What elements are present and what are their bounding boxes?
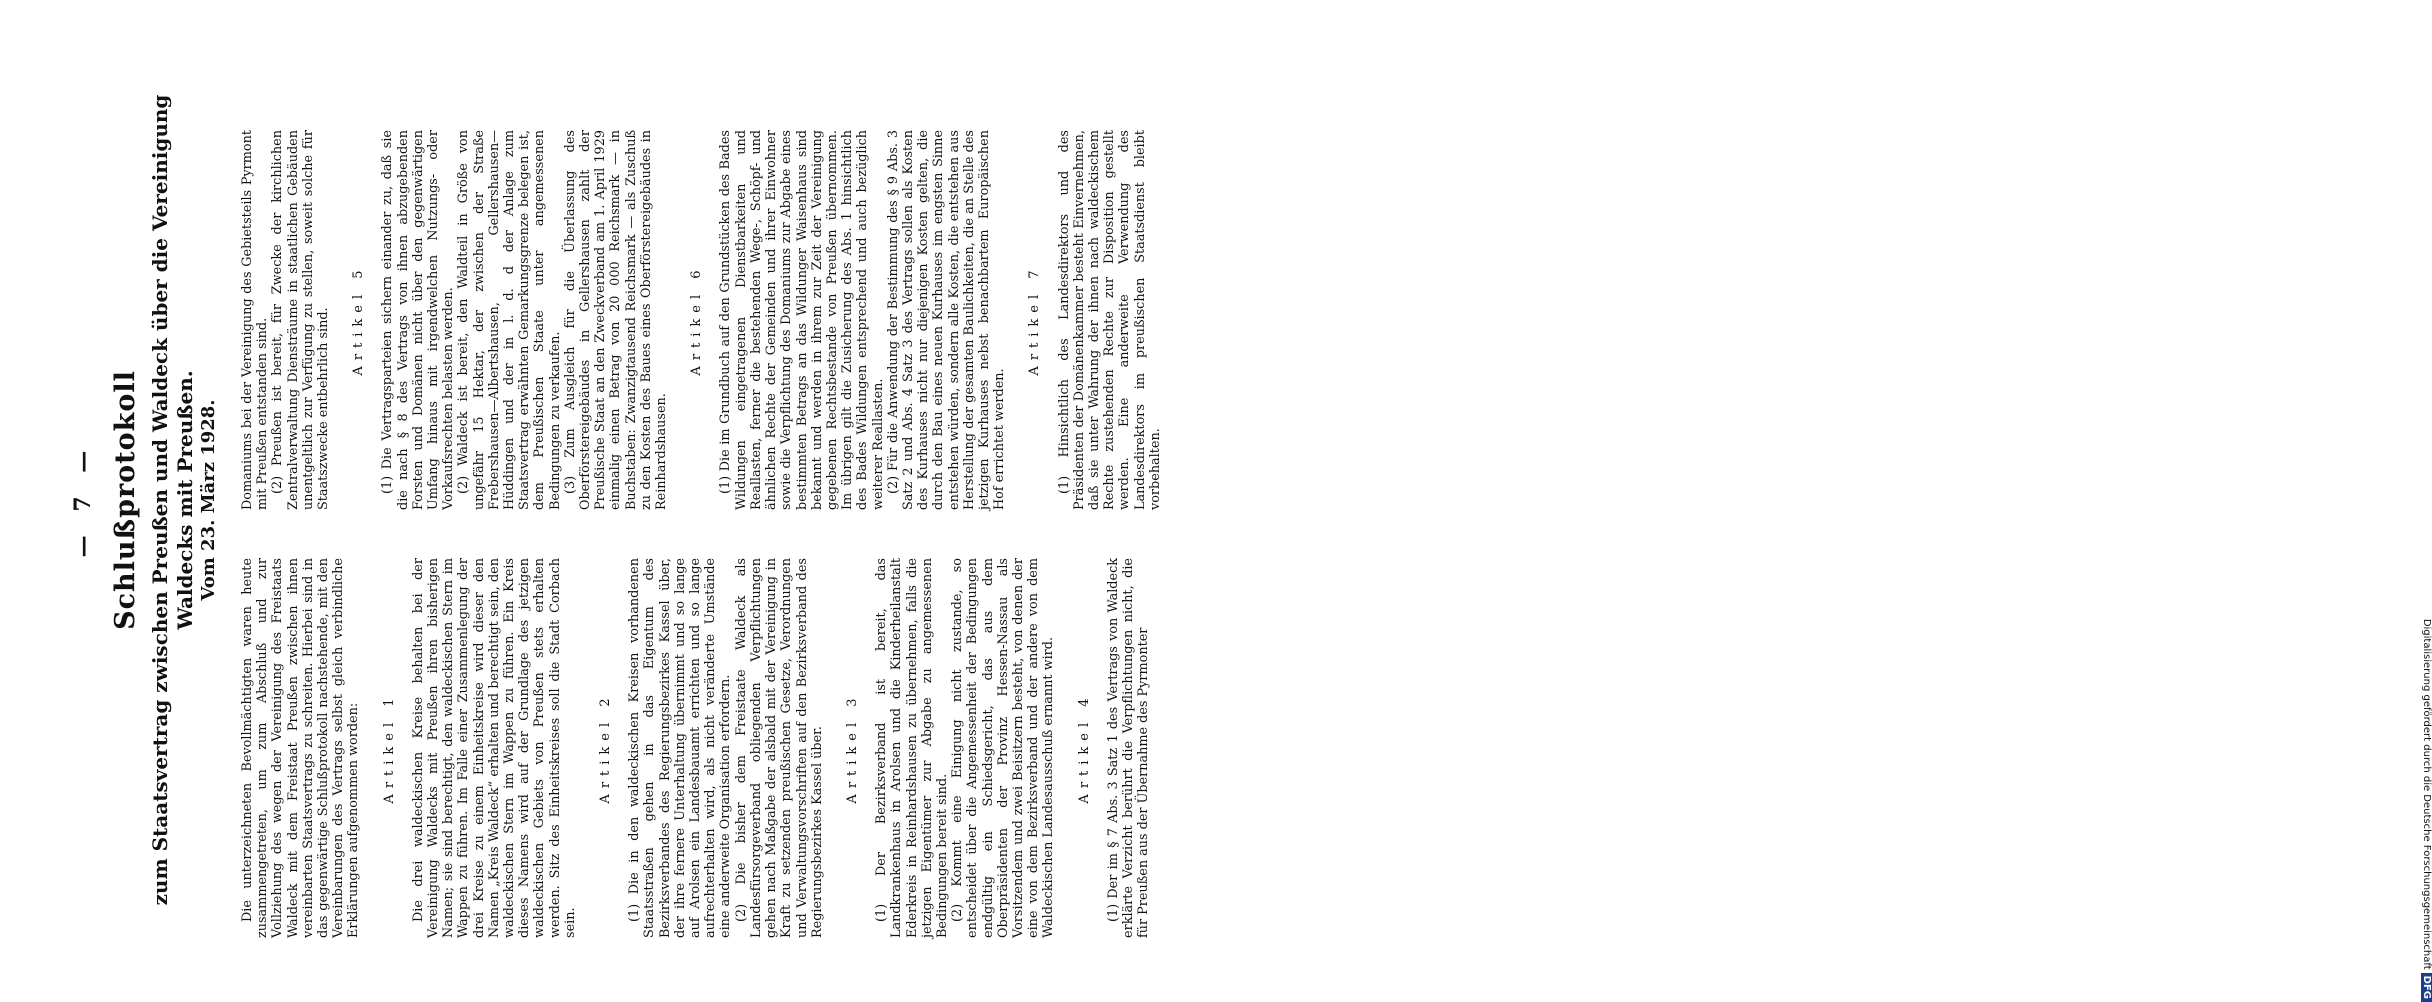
intro-paragraph: Die unterzeichneten Bevollmächtigten waren heute zusammengetreten, um zum Abschluß und zur Vollziehung des wegen der Vereinigung des Freistaats Waldeck mit dem Freistaat Preußen zwischen ihnen vereinbarten Staatsvertrags zu schreiten. Hierbei sind in das gegenwärtige Schlußprotokoll nachstehende, mit den Vereinbarungen des Vertrags selbst gleich verbindliche Erklärungen aufgenommen worden: bbox=[240, 558, 362, 938]
article-paragraph: (2) Kommt eine Einigung nicht zustande, so entscheidet über die Angemessenheit der Bedingungen endgültig ein Schiedsgericht, das aus dem Oberpräsidenten der Provinz Hessen-Nassau als Vorsitzendem und zwei Beisitzern besteht, von denen der eine von dem Bezirksverband und der andere von dem Waldeckischen Landesausschuß ernannt wird. bbox=[950, 558, 1057, 938]
article-paragraph: Die drei waldeckischen Kreise behalten bei der Vereinigung Waldecks mit Preußen ihren bisherigen Namen; sie sind berechtigt, den waldeckischen Stern im Wappen zu führen. Im Falle einer Zusammenlegung der drei Kreise zu einem Einheitskreise wird dieser den Namen „Kreis Waldeck“ erhalten und berechtigt sein, den waldeckischen Stern im Wappen zu führen. Ein Kreis dieses Namens wird auf der Grundlage des jetzigen waldeckischen Gebiets von Preußen stets erhalten werden. Sitz des Einheitskreises soll die Stadt Corbach sein. bbox=[410, 558, 578, 938]
right-column bbox=[240, 130, 1163, 510]
digitization-note bbox=[1416, 0, 2432, 1000]
article-paragraph: (2) Die bisher dem Freistaate Waldeck als Landesfürsorgeverband obliegenden Verpflichtungen gehen nach Maßgabe der alsbald mit der Vereinigung in Kraft zu setzenden preußischen Gesetze, Verordnungen und Verwaltungsvorschriften auf den Bezirksverband des Regierungsbezirkes Kassel über. bbox=[733, 558, 825, 938]
article-heading: Artikel 1 bbox=[381, 692, 397, 804]
article-heading: Artikel 2 bbox=[598, 692, 614, 804]
document-title: Schlußprotokoll bbox=[110, 370, 141, 630]
article-paragraph: (1) Die im Grundbuch auf den Grundstücken des Bades Wildungen eingetragenen Dienstbarkeiten und Reallasten, ferner die bestehenden Wege-, Schöpf- und ähnlichen Rechte der Gemeinden und ihrer Einwohner sowie die Verpflichtung des Domaniums zur Abgabe eines bestimmten Betrags an das Wildunger Waisenhaus sind bekannt und werden in ihrem zur Zeit der Vereinigung gegebenen Rechtsbestande von Preußen übernommen. Im übrigen gilt die Zusicherung des Abs. 1 hinsichtlich des Bades Wildungen entsprechend und auch bezüglich weiterer Reallasten. bbox=[718, 130, 886, 510]
document-subtitle bbox=[148, 60, 198, 940]
dfg-badge: DFG bbox=[2421, 973, 2432, 1002]
left-column bbox=[240, 558, 1151, 938]
subtitle-line: zum Staatsvertrag zwischen Preußen und Waldeck über die Vereinigung bbox=[148, 94, 172, 906]
article-paragraph: (2) Für die Anwendung der Bestimmung des § 9 Abs. 3 Satz 2 und Abs. 4 Satz 3 des Vertrags sollen als Kosten des Kurhauses nicht nur diejenigen Kosten gelten, die durch den Bau eines neuen Kurhauses im engsten Sinne entstehen würden, sondern alle Kosten, die entstehen aus Herstellung der gesamten Baulichkeiten, die an Stelle des jetzigen Kurhauses nebst benachbartem Europäischen Hof errichtet werden. bbox=[885, 130, 1008, 510]
article-heading: Artikel 5 bbox=[351, 264, 367, 376]
article-heading: Artikel 4 bbox=[1076, 692, 1092, 804]
document-date: Vom 23. März 1928. bbox=[198, 399, 219, 601]
page-number: — 7 — bbox=[70, 442, 96, 558]
article-paragraph: (1) Der Bezirksverband ist bereit, das Landkrankenhaus in Arolsen und die Kinderheilanstalt Ederkreis in Reinhardshausen zu übernehmen, falls die jetzigen Eigentümer zur Abgabe zu angemessenen Bedingungen bereit sind. bbox=[874, 558, 950, 938]
article-paragraph: Domaniums bei der Vereinigung des Gebietsteils Pyrmont mit Preußen entstanden sind. bbox=[240, 130, 271, 510]
digitization-text: Digitalisierung gefördert durch die Deutsche Forschungsgemeinschaft bbox=[2421, 618, 2432, 970]
article-paragraph: (1) Die in den waldeckischen Kreisen vorhandenen Staatsstraßen gehen in das Eigentum des Bezirksverbandes des Regierungsbezirkes Kassel über, der ihre fernere Unterhaltung übernimmt und so lange auf Arolsen ein Landesbauamt errichten und so lange aufrechterhalten wird, als nicht veränderte Umstände eine anderweite Organisation erfordern. bbox=[627, 558, 734, 938]
article-heading: Artikel 6 bbox=[689, 264, 705, 376]
article-heading: Artikel 3 bbox=[844, 692, 860, 804]
article-paragraph: (2) Waldeck ist bereit, den Waldteil in Größe von ungefähr 15 Hektar, der zwischen der Straße Frebershausen—Albertshausen, Gellershausen—Hüddingen und der in l. d. d der Anlage zum Staatsvertrag erwähnten Gemarkungsgrenze belegen ist, dem Preußischen Staate unter angemessenen Bedingungen zu verkaufen. bbox=[456, 130, 563, 510]
article-paragraph: (3) Zum Ausgleich für die Überlassung des Oberförstereigebäudes in Gellershausen zahlt der Preußische Staat an den Zweckverband am 1. April 1929 einmalig einen Betrag von 20 000 Reichsmark — in Buchstaben: Zwanzigtausend Reichsmark — als Zuschuß zu den Kosten des Baues eines Oberförstereigebäudes in Reinhardshausen. bbox=[562, 130, 670, 510]
article-paragraph: (1) Hinsichtlich des Landesdirektors und des Präsidenten der Domänenkammer besteht Einvernehmen, daß sie unter Wahrung der ihnen nach waldeckischem Rechte zustehenden Rechte zur Disposition gestellt werden. Eine anderweite Verwendung des Landesdirektors im preußischen Staatsdienst bleibt vorbehalten. bbox=[1056, 130, 1163, 510]
article-paragraph: (1) Die Vertragsparteien sichern einander zu, daß sie die nach § 8 des Vertrags von ihnen abzugebenden Forsten und Domänen nicht über den gegenwärtigen Umfang hinaus mit irgendwelchen Nutzungs- oder Vorkaufsrechten belasten werden. bbox=[380, 130, 457, 510]
article-heading: Artikel 7 bbox=[1027, 264, 1043, 376]
subtitle-line: Waldecks mit Preußen. bbox=[173, 370, 197, 630]
article-paragraph: (2) Preußen ist bereit, für Zwecke der kirchlichen Zentralverwaltung Diensträume in staatlichen Gebäuden unentgeltlich zur Verfügung zu stellen, soweit solche für Staatszwecke entbehrlich sind. bbox=[270, 130, 332, 510]
article-paragraph: (1) Der im § 7 Abs. 3 Satz 1 des Vertrags von Waldeck erklärte Verzicht berührt die Verpflichtungen nicht, die für Preußen aus der Übernahme des Pyrmonter bbox=[1105, 558, 1152, 938]
